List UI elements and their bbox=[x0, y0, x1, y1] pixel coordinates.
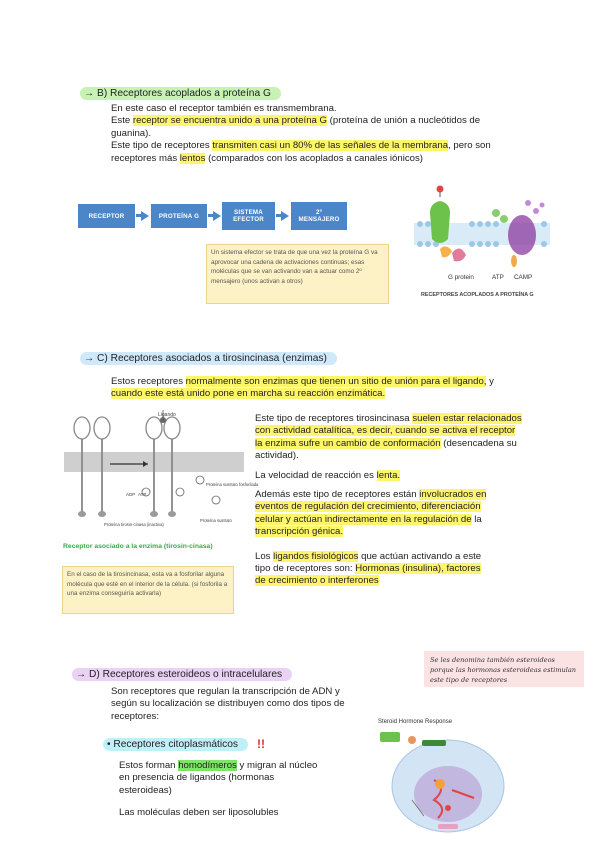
receptor-shape bbox=[430, 201, 450, 243]
text-line: Además este tipo de receptores están involucrados en bbox=[255, 489, 487, 501]
highlight: con actividad catalítica, bbox=[255, 425, 355, 437]
figure-title-steroid: Steroid Hormone Response bbox=[378, 719, 453, 725]
section-b-body bbox=[111, 103, 581, 165]
text-line bbox=[255, 501, 547, 513]
exclamation-mark: !! bbox=[257, 737, 265, 751]
figure-caption-g-protein: RECEPTORES ACOPLADOS A PROTEÍNA G bbox=[421, 292, 534, 298]
highlight: receptor se encuentra unido a una proteína G bbox=[132, 115, 328, 127]
text-line: Estos forman homodímeros y migran al núcleo bbox=[119, 760, 318, 771]
text-line bbox=[255, 575, 547, 587]
text-line: actividad). bbox=[255, 450, 299, 462]
flow-arrow bbox=[141, 211, 149, 221]
text-line: La velocidad de reacción es lenta. bbox=[255, 469, 401, 481]
text-line: Estos receptores normalmente son enzimas que tienen un sitio de unión para el ligando, y bbox=[111, 376, 494, 387]
text-line: la enzima sufre un cambio de conformación (desencadena su bbox=[255, 437, 517, 449]
highlight: lenta. bbox=[376, 469, 401, 481]
label-proteina-tirosin-cinasa: Proteína tirosin-cinasa (inactiva) bbox=[104, 522, 164, 527]
highlight: celular y actúan indirectamente en la regulación de bbox=[255, 513, 472, 525]
tyrosine-kinase-figure bbox=[60, 410, 259, 538]
label-g-protein: G protein bbox=[448, 274, 474, 281]
highlight: lentos bbox=[179, 152, 206, 164]
highlight: ligandos fisiológicos bbox=[273, 550, 359, 562]
text-line: según su localización se distribuyen como dos tipos de bbox=[111, 698, 345, 710]
text-line: receptores: bbox=[111, 710, 159, 722]
section-d-intro bbox=[111, 686, 391, 723]
section-c-right-text bbox=[255, 413, 547, 588]
g-protein-receptor-figure bbox=[410, 183, 555, 293]
label-camp: CAMP bbox=[514, 274, 533, 281]
note-sistema-efector: Un sistema efector se trata de que una vez la proteína G va aprovocar una cadena de activaciones continuas; esas moléculas que se van activando van a actuar como 2º mensajero (unos activan a otros) bbox=[206, 244, 389, 304]
flow-arrow bbox=[281, 211, 289, 221]
figure-caption-tirosin-cinasa: Receptor asociado a la enzima (tirosin-cinasa) bbox=[63, 543, 213, 550]
label-atp: ATP bbox=[492, 274, 504, 281]
text-line bbox=[255, 425, 547, 437]
text-line: Son receptores que regulan la transcripción de ADN y bbox=[111, 686, 340, 697]
text-line: guanina). bbox=[111, 127, 152, 139]
text-line: Este tipo de receptores transmiten casi un 80% de las señales de la membrana, pero son bbox=[111, 140, 491, 152]
bullet-receptores-citoplasmaticos: • Receptores citoplasmáticos bbox=[103, 738, 248, 751]
text-line: en presencia de ligandos (hormonas bbox=[119, 772, 275, 784]
section-c-intro bbox=[111, 376, 591, 401]
section-d-heading: → D) Receptores esteroideos o intracelulares bbox=[72, 668, 292, 681]
highlight: Hormonas (insulina), factores bbox=[355, 563, 481, 575]
highlight: eventos de regulación del crecimiento, diferenciación bbox=[255, 501, 481, 513]
highlight: transcripción génica. bbox=[255, 526, 343, 538]
highlight: de crecimiento o interferones bbox=[255, 575, 379, 587]
text-line: esteroideas) bbox=[119, 784, 172, 796]
section-d-body bbox=[119, 760, 369, 820]
label-atp: ATP bbox=[138, 492, 147, 497]
text-line: Este receptor se encuentra unido a una proteína G (proteína de unión a nucleótidos de bbox=[111, 115, 481, 127]
text-line: receptores más lentos (comparados con los acoplados a canales iónicos) bbox=[111, 152, 423, 164]
flow-box-sistema-efector: SISTEMA EFECTOR bbox=[222, 202, 275, 230]
text-line: Las moléculas deben ser liposolubles bbox=[119, 807, 279, 819]
text-line: Los ligandos fisiológicos que actúan activando a este bbox=[255, 550, 482, 562]
steroid-hormone-figure bbox=[378, 728, 508, 836]
highlight: es decir, cuando se activa el receptor bbox=[354, 425, 516, 437]
highlight: transmiten casi un 80% de las señales de la membrana bbox=[212, 140, 449, 152]
ligand-icon bbox=[437, 186, 444, 193]
note-tirosincinasa: En el caso de la tirosincinasa, esta va a fosforilar alguna molécula que esté en el interior de la célula. (si fosforila a una enzima conseguiría activarla) bbox=[62, 566, 234, 614]
highlight: cuando este está unido pone en marcha su reacción enzimática. bbox=[111, 388, 386, 400]
highlight: la enzima sufre un cambio de conformación bbox=[255, 437, 441, 449]
side-note-esteroideos: Se les denomina también esteroideos porque las hormonas esteroideas estimulan este tipo de receptores bbox=[424, 651, 584, 687]
nucleus-shape bbox=[414, 766, 482, 822]
text-line bbox=[255, 526, 547, 538]
highlight: suelen estar relacionados bbox=[412, 413, 522, 424]
section-c-heading: → C) Receptores asociados a tirosincinasa (enzimas) bbox=[80, 352, 337, 365]
section-b-heading: → B) Receptores acoplados a proteína G bbox=[80, 87, 281, 100]
highlight: normalmente son enzimas que tienen un sitio de unión para el ligando, bbox=[185, 376, 487, 387]
label-proteina-sustrato: Proteína sustrato bbox=[200, 518, 232, 523]
label-proteina-sustrato-fosforilada: Proteína sustrato fosforilada bbox=[206, 482, 259, 487]
flow-box-receptor: RECEPTOR bbox=[78, 204, 135, 228]
flow-box-segundo-mensajero: 2º MENSAJERO bbox=[291, 202, 347, 230]
label-adp: ADP bbox=[126, 492, 136, 497]
highlight: involucrados en bbox=[419, 489, 487, 501]
effector-shape bbox=[508, 215, 536, 255]
text-line: Este tipo de receptores tirosincinasa suelen estar relacionados bbox=[255, 413, 522, 424]
text-line bbox=[111, 388, 591, 400]
flow-arrow bbox=[213, 211, 221, 221]
highlight: homodímeros bbox=[178, 760, 237, 771]
flow-box-protein-g: PROTEÍNA G bbox=[151, 204, 207, 228]
text-line: celular y actúan indirectamente en la regulación de la bbox=[255, 513, 482, 525]
text-line: tipo de receptores son: Hormonas (insulina), factores bbox=[255, 563, 481, 575]
text-line: En este caso el receptor también es transmembrana. bbox=[111, 103, 337, 114]
label-ligando: Ligando bbox=[158, 412, 176, 418]
